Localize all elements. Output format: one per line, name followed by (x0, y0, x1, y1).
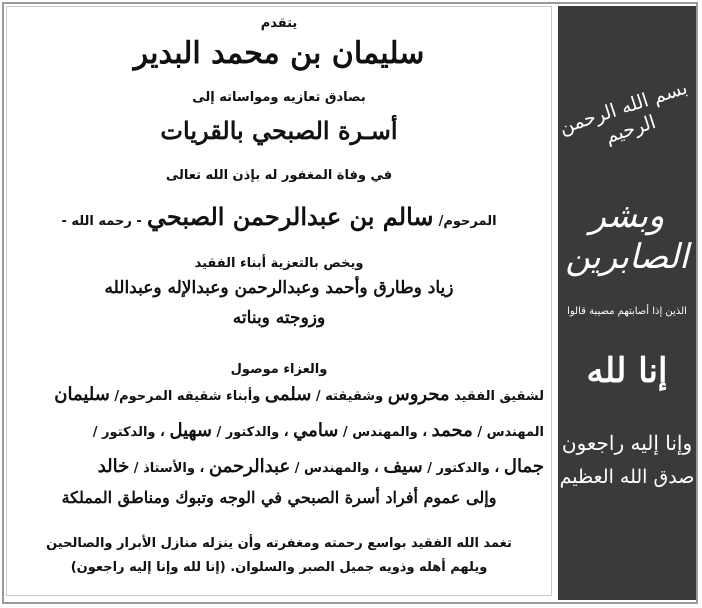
sadaqa-calligraphy: صدق الله العظيم (559, 466, 695, 488)
rel-name: محمد (431, 420, 473, 441)
rel-name: خالد (97, 456, 130, 477)
quran-side-panel (558, 6, 696, 600)
rel-text: ، والدكتور / (216, 425, 289, 440)
deceased-name: سالم بن عبدالرحمن الصبحي (146, 202, 434, 231)
rel-name: محروس (387, 384, 450, 405)
rel-text: ، والأستاذ / (133, 461, 205, 476)
relatives-line-3 (14, 456, 544, 477)
deceased-prefix: المرحوم/ (438, 214, 497, 229)
deceased-suffix: - رحمه الله - (61, 214, 142, 229)
bashir-calligraphy: وبشر الصابرين (565, 196, 689, 277)
deceased-line (14, 202, 544, 231)
family-name: أسـرة الصبحي بالقريات (160, 116, 398, 145)
rel-name: سلمى (264, 384, 312, 405)
inna-lillah-calligraphy: إنا لله (586, 351, 668, 391)
condolence-text (14, 10, 544, 596)
rel-name: سهيل (169, 420, 212, 441)
prayer-line-1: تغمد الله الفقيد بواسع رحمته ومغفرته وأن ينزله منازل الأبرار والصالحين (46, 536, 512, 551)
sender-name: سليمان بن محمد البدير (133, 36, 425, 71)
rel-name: سامي (293, 420, 339, 441)
rel-name: جمال (503, 456, 544, 477)
intro-line: يتقدم (260, 16, 298, 31)
rel-name: سليمان (54, 384, 110, 405)
sons-intro: ويخص بالتعزية أبناء الفقيد (194, 256, 364, 271)
rel-text: وشقيقته / (315, 389, 384, 404)
relatives-line-1 (14, 384, 544, 405)
bismillah-calligraphy: بسم الله الرحمن الرحيم (556, 76, 691, 148)
rel-text: ، والمهندس / (294, 461, 379, 476)
rel-name: سيف (383, 456, 423, 477)
death-notice: في وفاة المغفور له بإذن الله تعالى (165, 168, 393, 183)
sons-names: زياد وطارق وأحمد وعبدالرحمن وعبدالإله وعبدالله (104, 278, 454, 298)
condolence-extended: والعزاء موصول (230, 362, 328, 377)
rel-name: عبدالرحمن (208, 456, 291, 477)
rel-text: ، والدكتور / (427, 461, 500, 476)
rel-text: المهندس / (477, 425, 544, 440)
all-family-line: وإلى عموم أفراد أسرة الصبحي في الوجه وتبوك ومناطق المملكة (61, 488, 497, 507)
rel-text: ، والدكتور / (92, 425, 165, 440)
condolence-line: بصادق تعازيه ومواساته إلى (192, 90, 366, 105)
rel-text: لشقيق الفقيد (454, 389, 544, 404)
prayer-line-2: ويلهم أهله وذويه جميل الصبر والسلوان. (إنا لله وإنا إليه راجعون) (70, 560, 488, 575)
rel-text: ، والمهندس / (342, 425, 428, 440)
rel-text: وأبناء شقيقه المرحوم/ (114, 389, 261, 404)
verse-line: الذين إذا أصابتهم مصيبة قالوا (567, 306, 687, 317)
relatives-line-2 (14, 420, 544, 441)
wife-daughters: وزوجته وبناته (232, 308, 326, 328)
rajiun-calligraphy: وإنا إليه راجعون (561, 431, 693, 455)
